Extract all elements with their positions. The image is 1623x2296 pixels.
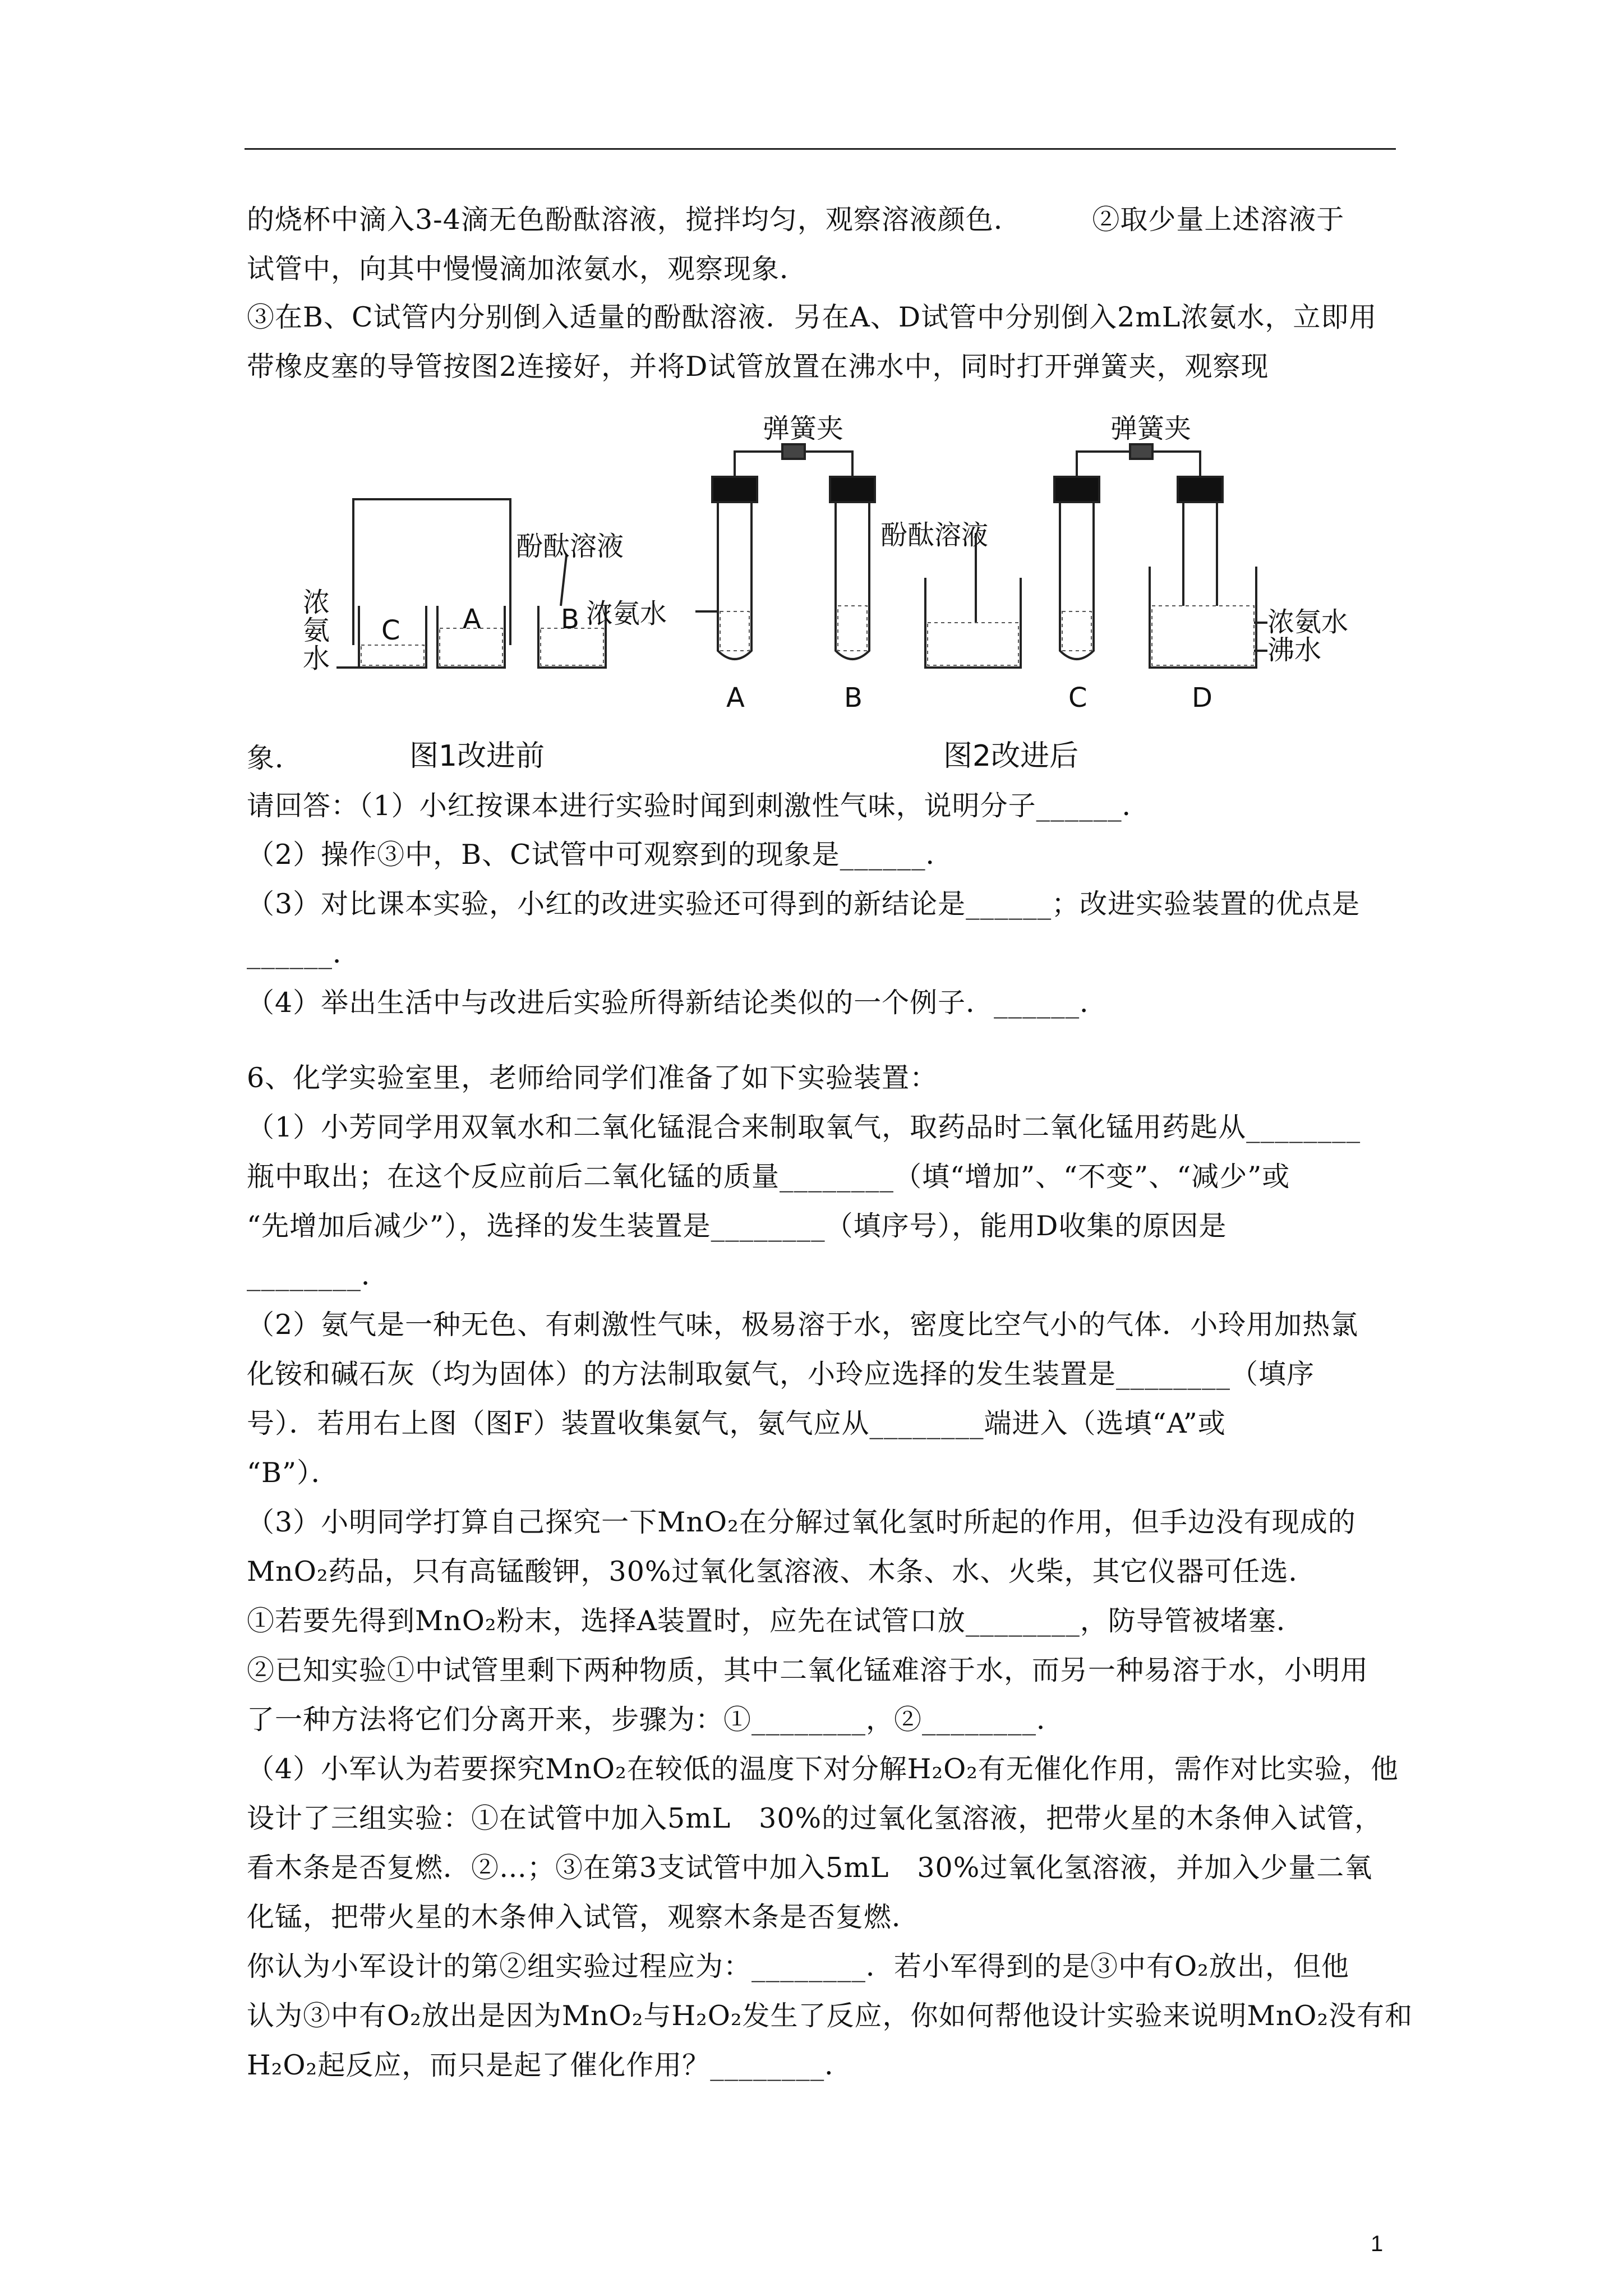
label-ammonia-d: 浓氨水 xyxy=(1267,606,1349,638)
text-line: H₂O₂起反应，而只是起了催化作用？________． xyxy=(247,2049,853,2081)
label-nongan-3: 水 xyxy=(303,643,330,674)
label-fentai-2: 酚酞溶液 xyxy=(880,519,989,551)
label-beaker-b: B xyxy=(561,604,579,635)
label-nongan-1: 浓 xyxy=(303,587,330,618)
label-clip-1: 弹簧夹 xyxy=(763,413,844,444)
page-number: 1 xyxy=(1371,2231,1384,2256)
label-beaker-c: C xyxy=(381,615,400,646)
label-nongan-2: 氨 xyxy=(303,615,330,646)
text-line: （3）对比课本实验，小红的改进实验还可得到的新结论是______；改进实验装置的优点是 xyxy=(247,888,1361,920)
text-line: 号）．若用右上图（图F）装置收集氨气，氨气应从________端进入（选填“A”或 xyxy=(247,1407,1226,1439)
text-line: （4）举出生活中与改进后实验所得新结论类似的一个例子．______． xyxy=(247,987,1108,1019)
text-line: ________． xyxy=(247,1259,390,1291)
text-line: “先增加后减少”），选择的发生装置是________（填序号），能用D收集的原因是 xyxy=(247,1210,1227,1242)
text-line: 瓶中取出；在这个反应前后二氧化锰的质量________（填“增加”、“不变”、“减少”或 xyxy=(247,1161,1290,1193)
text-line: 化锰，把带火星的木条伸入试管，观察木条是否复燃． xyxy=(247,1901,920,1933)
text-line: ②已知实验①中试管里剩下两种物质，其中二氧化锰难溶于水，而另一种易溶于水，小明用 xyxy=(247,1654,1369,1686)
text-line: 你认为小军设计的第②组实验过程应为：________．若小军得到的是③中有O₂放出，但他 xyxy=(247,1950,1349,1982)
label-tube-a: A xyxy=(726,682,745,714)
label-beaker-a: A xyxy=(463,604,481,635)
text-line: “B”）． xyxy=(247,1457,339,1489)
text-line: 化铵和碱石灰（均为固体）的方法制取氨气，小玲应选择的发生装置是________（填序 xyxy=(247,1358,1315,1390)
text-line: 试管中，向其中慢慢滴加浓氨水，观察现象． xyxy=(247,253,808,285)
text-line: 看木条是否复燃．②…；③在第3支试管中加入5mL 30%过氧化氢溶液，并加入少量二氧 xyxy=(247,1852,1373,1884)
text-line: （2）操作③中，B、C试管中可观察到的现象是______． xyxy=(247,839,954,871)
apparatus-diagram xyxy=(303,413,1396,780)
label-fentai-1: 酚酞溶液 xyxy=(516,531,624,562)
fig1-caption: 图1改进前 xyxy=(409,739,545,773)
text-line: 认为③中有O₂放出是因为MnO₂与H₂O₂发生了反应，你如何帮他设计实验来说明MnO₂没有和 xyxy=(247,2000,1413,2032)
label-ammonia-2: 浓氨水 xyxy=(586,598,667,629)
text-line: 请回答：（1）小红按课本进行实验时闻到刺激性气味，说明分子______． xyxy=(247,790,1150,822)
text-line: 了一种方法将它们分离开来，步骤为：①________，②________． xyxy=(247,1704,1065,1736)
apparatus-figure xyxy=(303,413,1396,780)
text-line: 带橡皮塞的导管按图2连接好，并将D试管放置在沸水中，同时打开弹簧夹，观察现 xyxy=(247,351,1269,383)
header-rule xyxy=(245,148,1396,150)
text-line: 6、化学实验室里，老师给同学们准备了如下实验装置： xyxy=(247,1062,938,1094)
text-line: MnO₂药品，只有高锰酸钾，30%过氧化氢溶液、木条、水、火柴，其它仪器可任选． xyxy=(247,1556,1317,1588)
text-line: 设计了三组实验：①在试管中加入5mL 30%的过氧化氢溶液，把带火星的木条伸入试管， xyxy=(247,1802,1383,1834)
text-line: （4）小军认为若要探究MnO₂在较低的温度下对分解H₂O₂有无催化作用，需作对比实验，他 xyxy=(247,1753,1399,1785)
text-line: （3）小明同学打算自己探究一下MnO₂在分解过氧化氢时所起的作用，但手边没有现成的 xyxy=(247,1506,1356,1538)
fig2-caption: 图2改进后 xyxy=(943,739,1079,773)
label-clip-2: 弹簧夹 xyxy=(1110,413,1192,444)
label-tube-c: C xyxy=(1068,682,1087,714)
text-line: ③在B、C试管内分别倒入适量的酚酞溶液．另在A、D试管中分别倒入2mL浓氨水，立即用 xyxy=(247,301,1377,333)
text-line: （1）小芳同学用双氧水和二氧化锰混合来制取氧气，取药品时二氧化锰用药匙从________ xyxy=(247,1111,1361,1143)
text-line: ______． xyxy=(247,937,361,969)
bell-jar xyxy=(353,499,510,645)
label-tube-d: D xyxy=(1192,682,1212,714)
text-line: 象． xyxy=(247,742,303,774)
label-tube-b: B xyxy=(844,682,863,714)
label-boiling: 沸水 xyxy=(1267,634,1322,666)
text-line: 的烧杯中滴入3-4滴无色酚酞溶液，搅拌均匀，观察溶液颜色． ②取少量上述溶液于 xyxy=(247,204,1345,236)
text-line: ①若要先得到MnO₂粉末，选择A装置时，应先在试管口放________，防导管被堵塞． xyxy=(247,1605,1304,1637)
text-line: （2）氨气是一种无色、有刺激性气味，极易溶于水，密度比空气小的气体．小玲用加热氯 xyxy=(247,1309,1359,1341)
